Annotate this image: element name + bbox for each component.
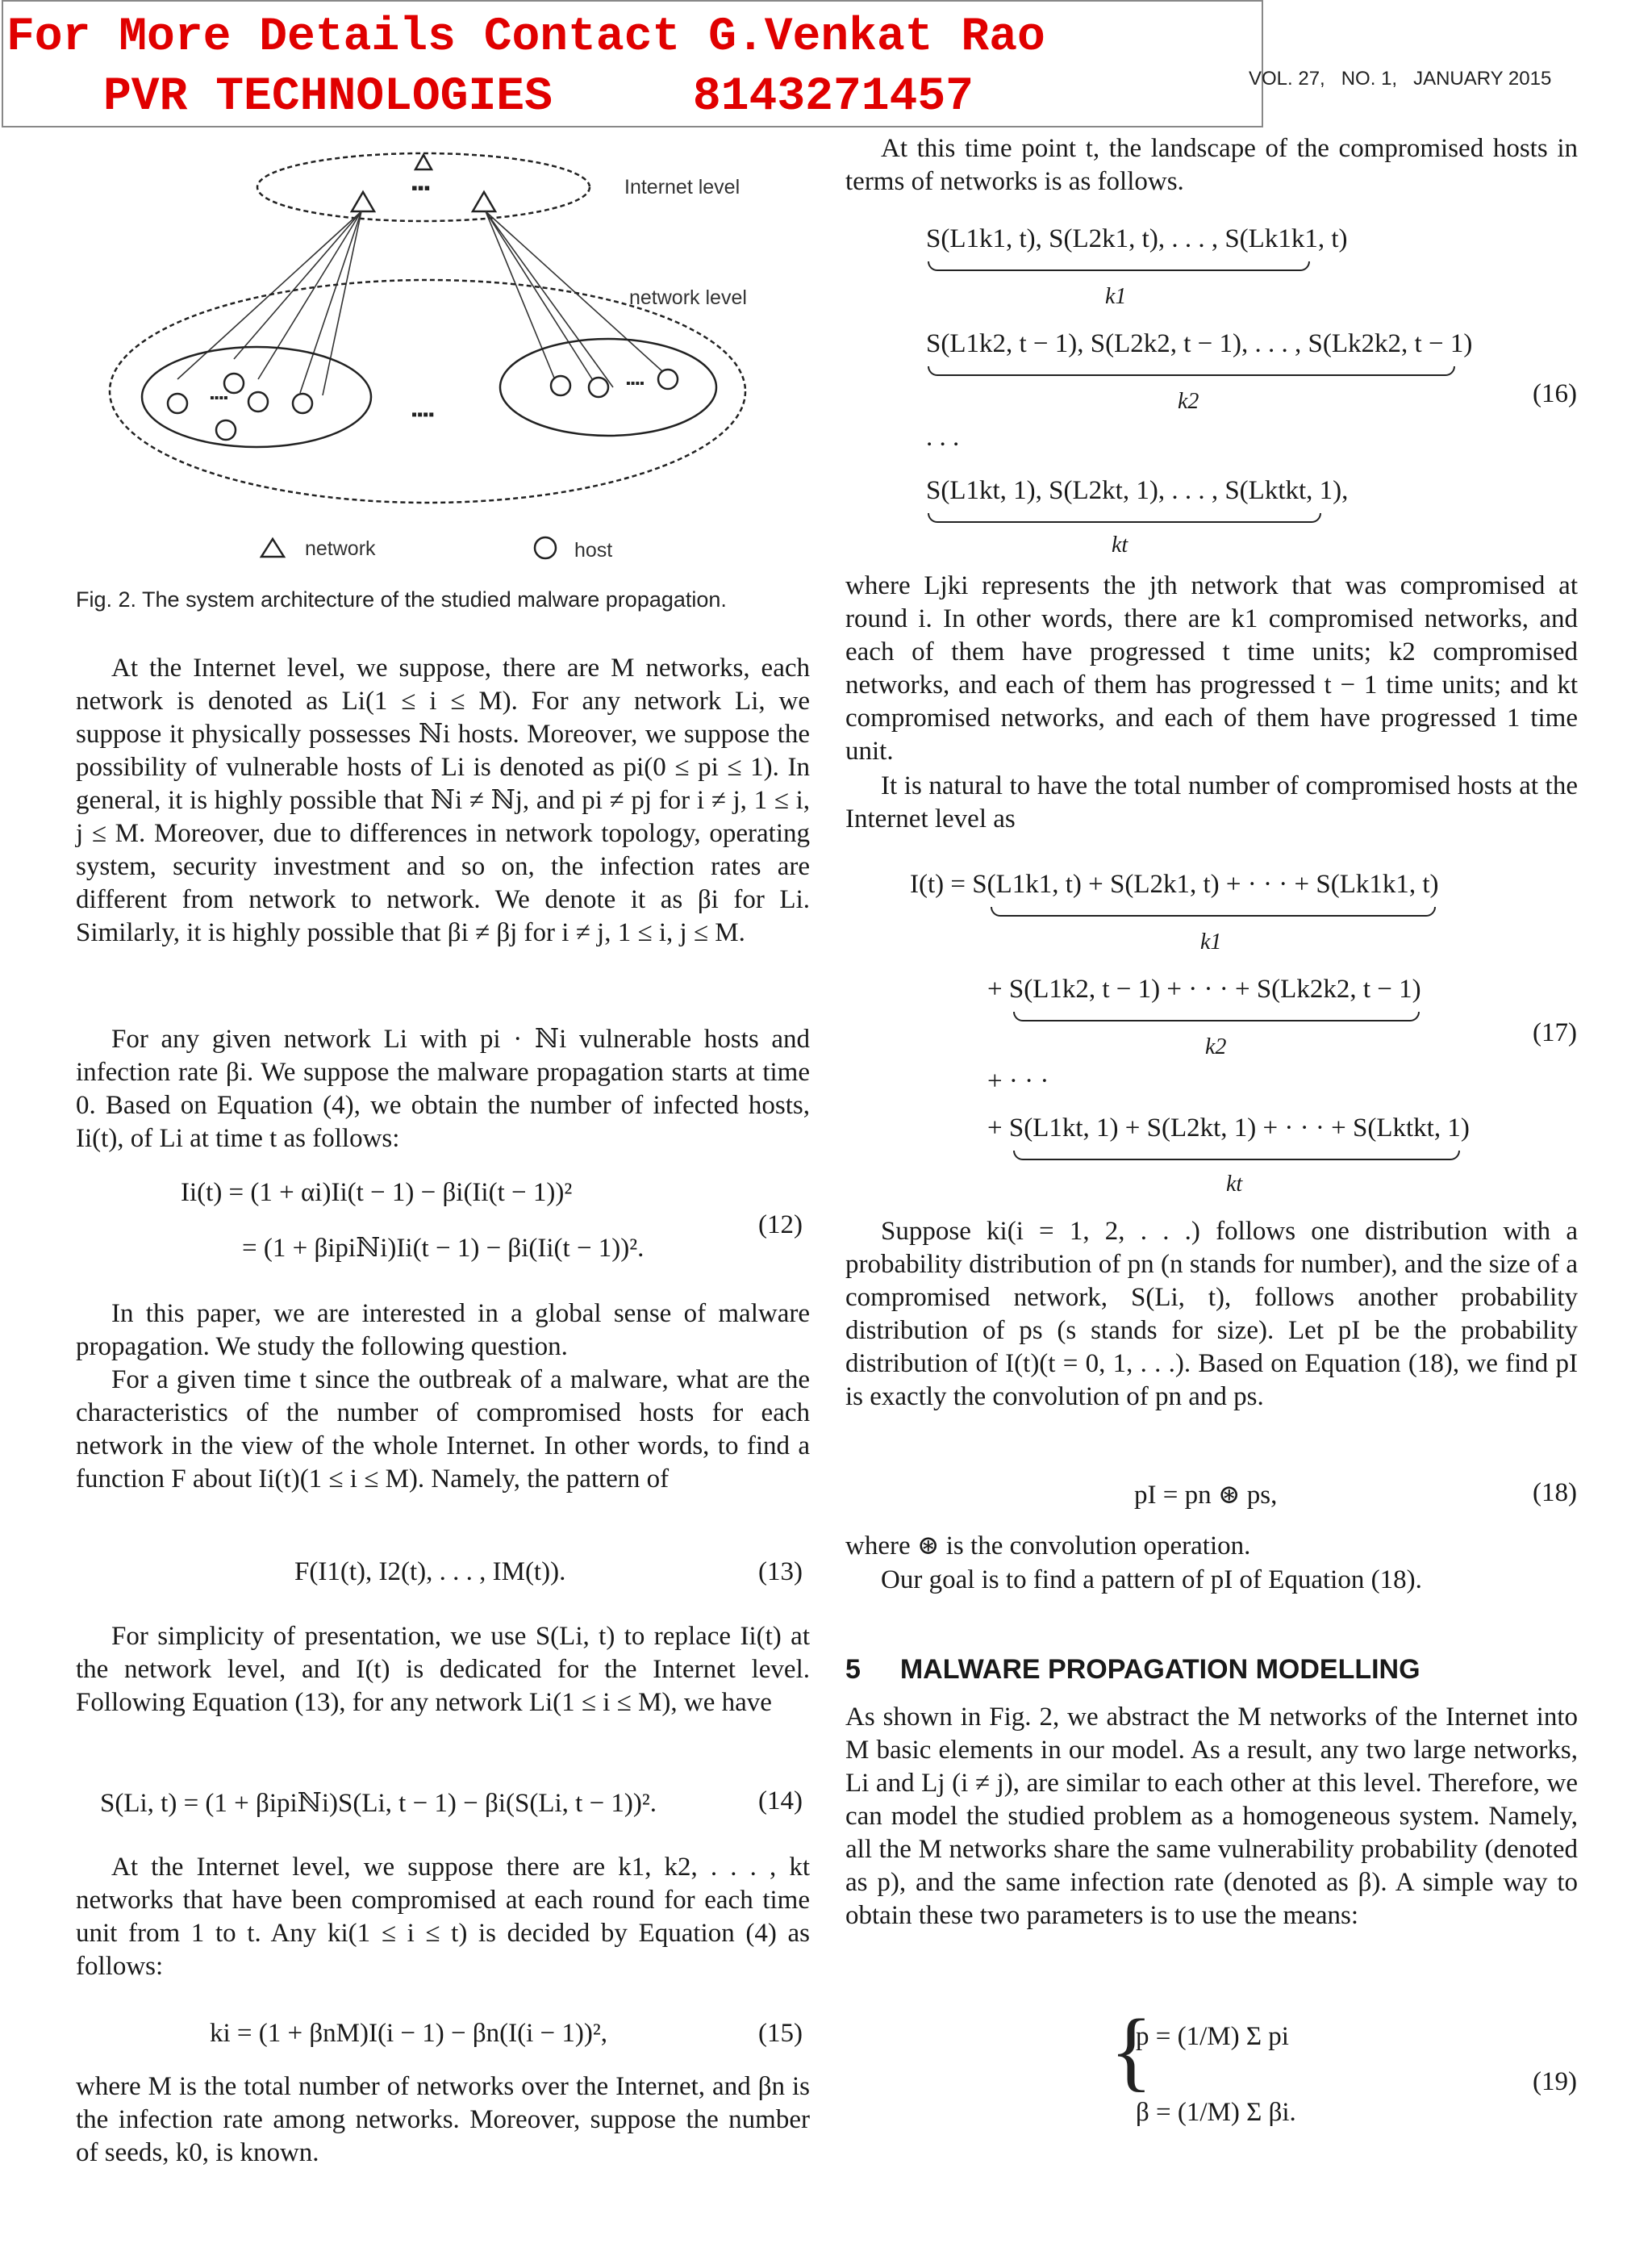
equation-19-line1: p = (1/M) Σ pi: [1136, 2022, 1289, 2051]
left-paragraph-2: For any given network Li with pi · ℕi vulnerable hosts and infection rate βi. We suppose the malware propagation starts at time 0. Based on Equation (4), we obtain the number of infected hosts, Ii(t), of Li at time t as follows:: [76, 1025, 810, 1153]
right-paragraph-1: At this time point t, the landscape of the compromised hosts in terms of networks is as follows.: [845, 134, 1578, 196]
section-number: 5: [845, 1654, 861, 1685]
underbrace: [991, 907, 1436, 917]
legend-network-label: network: [305, 537, 376, 560]
network-triangle-icon: [473, 192, 495, 211]
host-circles: [168, 370, 678, 440]
network-triangle-icon: [415, 155, 432, 169]
left-paragraph-6: At the Internet level, we suppose there are k1, k2, . . . , kt networks that have been compromised at each round for each time unit from 1 to t. Any ki(1 ≤ i ≤ t) is decided by Equation (4) as follows:: [76, 1853, 810, 1981]
equation-16-line3: S(L1kt, 1), S(L2kt, 1), . . . , S(Lktkt, 1),: [926, 476, 1349, 505]
figure-caption: Fig. 2. The system architecture of the studied malware propagation.: [76, 587, 727, 612]
svg-text:▪▪▪▪: ▪▪▪▪: [411, 406, 435, 424]
equation-15: ki = (1 + βnM)I(i − 1) − βn(I(i − 1))²,: [210, 2019, 608, 2048]
equation-15-number: (15): [758, 2019, 803, 2048]
equation-12-number: (12): [758, 1210, 803, 1239]
left-paragraph-5: For simplicity of presentation, we use S(Li, t) to replace Ii(t) at the network level, and I(t) is dedicated for the Internet level. Following Equation (13), for any network Li(1 ≤ i ≤ M), we have: [76, 1622, 810, 1717]
equation-16-dots: . . .: [926, 423, 960, 452]
equation-19-line2: β = (1/M) Σ βi.: [1136, 2098, 1296, 2127]
brace-label-k2: k2: [1178, 389, 1199, 414]
right-paragraph-4: Suppose ki(i = 1, 2, . . .) follows one distribution with a probability distribution of pn (n stands for number), and the size of a compromised network, S(Li, t), follows another probability distribution of ps (s stands for size). Let pI be the probability distribution of I(t)(t = 0, 1, . . .). Based on Equation (18), we find pI is exactly the convolution of pn and ps.: [845, 1217, 1578, 1411]
svg-text:▪▪▪: ▪▪▪: [411, 178, 431, 198]
left-paragraph-3: In this paper, we are interested in a global sense of malware propagation. We study the following question.: [76, 1299, 810, 1361]
contact-banner: [2, 0, 1263, 127]
underbrace: [928, 261, 1310, 271]
brace-label-k1: k1: [1200, 930, 1222, 955]
equation-14-number: (14): [758, 1786, 803, 1815]
equation-16-number: (16): [1533, 379, 1577, 408]
equation-16-line2: S(L1k2, t − 1), S(L2k2, t − 1), . . . , S(Lk2k2, t − 1): [926, 329, 1473, 358]
equation-16-line1: S(L1k1, t), S(L2k1, t), . . . , S(Lk1k1, t): [926, 224, 1348, 253]
equation-13: F(I1(t), I2(t), . . . , IM(t)).: [294, 1557, 566, 1586]
equation-19-brace: {: [1110, 2001, 1153, 2099]
banner-company: PVR TECHNOLOGIES: [103, 71, 553, 123]
propagation-lines: [177, 211, 671, 395]
brace-label-kt: kt: [1226, 1172, 1243, 1197]
network-level-label: network level: [629, 286, 747, 309]
network-level-ellipse: [110, 280, 745, 503]
brace-label-k1: k1: [1105, 284, 1127, 309]
banner-line2: [103, 71, 974, 124]
journal-volume: VOL. 27, NO. 1, JANUARY 2015: [1249, 68, 1552, 90]
equation-12-line2: = (1 + βipiℕi)Ii(t − 1) − βi(Ii(t − 1))².: [242, 1234, 645, 1263]
internet-level-label: Internet level: [624, 176, 740, 198]
equation-17-number: (17): [1533, 1018, 1577, 1047]
banner-line1: For More Details Contact G.Venkat Rao: [6, 11, 1045, 64]
left-paragraph-4: For a given time t since the outbreak of a malware, what are the characteristics of the number of compromised hosts for each network in the view of the whole Internet. In other words, to find a function F about Ii(t)(1 ≤ i ≤ M). Namely, the pattern of: [76, 1365, 810, 1494]
svg-text:▪▪▪▪: ▪▪▪▪: [210, 391, 228, 405]
equation-14: S(Li, t) = (1 + βipiℕi)S(Li, t − 1) − βi(S(Li, t − 1))².: [100, 1789, 657, 1818]
section-heading: [845, 1654, 1420, 1686]
equation-17-dots: + · · ·: [987, 1067, 1049, 1096]
brace-label-kt: kt: [1112, 533, 1128, 558]
equation-12-line1: Ii(t) = (1 + αi)Ii(t − 1) − βi(Ii(t − 1))²: [181, 1178, 573, 1207]
right-paragraph-6: Our goal is to find a pattern of pI of Equation (18).: [881, 1565, 1422, 1594]
legend-host-label: host: [574, 539, 613, 562]
legend-circle-icon: [535, 537, 556, 558]
equation-17-line1: I(t) = S(L1k1, t) + S(L2k1, t) + · · · + S(Lk1k1, t): [910, 870, 1439, 899]
right-paragraph-3: It is natural to have the total number of compromised hosts at the Internet level as: [845, 771, 1578, 833]
network-triangle-icon: [352, 192, 374, 211]
left-paragraph-1: At the Internet level, we suppose, there are M networks, each network is denoted as Li(1 ≤ i ≤ M). For any network Li, we suppose it physically possesses ℕi hosts. Moreover, we suppose the possibility of vulnerable hosts of Li is denoted as pi(0 ≤ pi ≤ 1). In general, it is highly possible that ℕi ≠ ℕj, and pi ≠ pj for i ≠ j, 1 ≤ i, j ≤ M. Moreover, due to differences in network topology, operating system, security investment and so on, the infection rates are different from network to network. We denote it as βi for Li. Similarly, it is highly possible that βi ≠ βj for i ≠ j, 1 ≤ i, j ≤ M.: [76, 654, 810, 947]
banner-phone: 8143271457: [692, 71, 974, 123]
equation-13-number: (13): [758, 1557, 803, 1586]
equation-17-line2: + S(L1k2, t − 1) + · · · + S(Lk2k2, t − 1): [987, 975, 1421, 1004]
underbrace: [1013, 1151, 1460, 1160]
right-paragraph-2: where Ljki represents the jth network that was compromised at round i. In other words, there are k1 compromised networks, and each of them have progressed t time units; k2 compromised networks, and each of them has progressed t − 1 time units; and kt compromised networks, and each of them have progressed 1 time unit.: [845, 571, 1578, 766]
equation-19-number: (19): [1533, 2067, 1577, 2096]
equation-17-line3: + S(L1kt, 1) + S(L2kt, 1) + · · · + S(Lktkt, 1): [987, 1113, 1470, 1143]
underbrace: [928, 513, 1321, 523]
equation-18-number: (18): [1533, 1478, 1577, 1507]
equation-18: pI = pn ⊛ ps,: [1134, 1481, 1278, 1510]
legend-triangle-icon: [261, 539, 284, 557]
right-paragraph-7: As shown in Fig. 2, we abstract the M networks of the Internet into M basic elements in our model. As a result, any two large networks, Li and Lj (i ≠ j), are similar to each other at this level. Therefore, we can model the studied problem as a homogeneous system. Namely, all the M networks share the same vulnerability probability (denoted as p), and the same infection rate (denoted as β). A simple way to obtain these two parameters is to use the means:: [845, 1702, 1578, 1930]
underbrace: [1013, 1012, 1420, 1021]
svg-text:▪▪▪▪: ▪▪▪▪: [626, 377, 645, 391]
section-title: MALWARE PROPAGATION MODELLING: [899, 1654, 1420, 1685]
left-paragraph-7: where M is the total number of networks over the Internet, and βn is the infection rate among networks. Moreover, suppose the number of seeds, k0, is known.: [76, 2072, 810, 2167]
right-paragraph-5: where ⊛ is the convolution operation.: [845, 1531, 1251, 1560]
system-architecture-figure: [97, 145, 807, 573]
brace-label-k2: k2: [1205, 1034, 1227, 1059]
underbrace: [928, 366, 1455, 376]
